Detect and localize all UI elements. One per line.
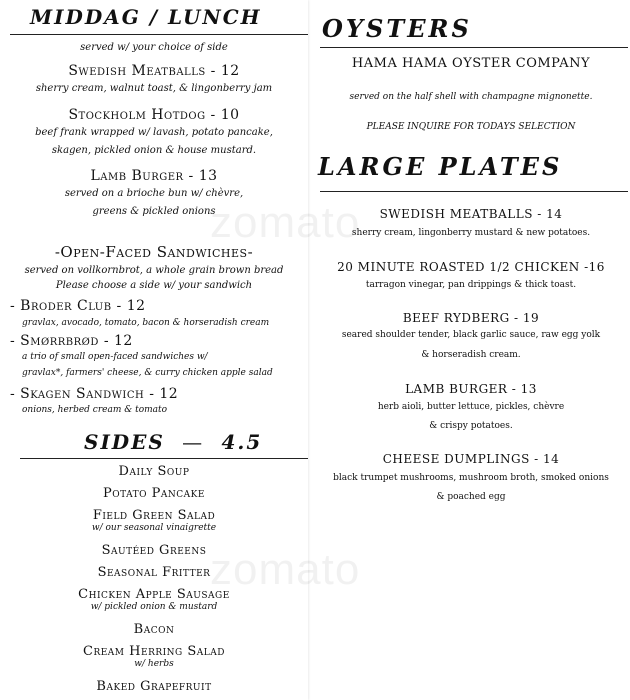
plate-name: BEEF RYDBERG	[402, 311, 510, 325]
lamb-name: Lamb Burger	[90, 168, 184, 184]
skagen-name: - Skagen Sandwich	[10, 386, 145, 402]
plate-title	[312, 260, 630, 274]
large-plates-rule	[320, 191, 628, 192]
plate-desc: black trumpet mushrooms, mushroom broth, smoked onions	[333, 473, 609, 483]
side-item: Potato Pancake	[103, 486, 205, 501]
oysters-rule	[320, 47, 628, 48]
hotdog-desc-1: beef frank wrapped w/ lavash, potato pancake,	[35, 127, 273, 138]
meatballs-desc: sherry cream, walnut toast, & lingonberry jam	[35, 83, 273, 94]
side-item: Bacon	[133, 622, 175, 637]
watermark: zomato	[210, 545, 361, 594]
side-item: Daily Soup	[118, 464, 190, 479]
plate-desc: seared shoulder tender, black garlic sauce, raw egg yolk	[341, 330, 601, 340]
side-item: Baked Grapefruit	[96, 679, 212, 694]
plate-desc: & horseradish cream.	[421, 350, 521, 360]
broder-price: - 12	[116, 298, 146, 314]
sides-rule	[20, 458, 308, 459]
broder-name: - Broder Club	[10, 298, 112, 314]
smorrebrod-desc-2: gravlax*, farmers' cheese, & curry chicken apple salad	[22, 368, 273, 378]
plate-name: 20 MINUTE ROASTED 1/2 CHICKEN	[337, 260, 580, 274]
broder-desc: gravlax, avocado, tomato, bacon & horseradish cream	[22, 318, 270, 328]
plate-price: - 19	[514, 311, 540, 325]
side-note: w/ herbs	[134, 659, 174, 669]
broder-title	[10, 298, 146, 314]
lunch-menu-page	[0, 0, 308, 700]
open-faced-desc-1: served on vollkornbrot, a whole grain brown bread	[24, 265, 284, 276]
lunch-header: MIDDAG / LUNCH	[30, 5, 262, 29]
plate-name: SWEDISH MEATBALLS	[379, 207, 533, 221]
plate-price: - 14	[534, 452, 560, 466]
open-faced-desc-2: Please choose a side w/ your sandwich	[55, 280, 253, 291]
smorrebrod-title	[10, 333, 133, 349]
plate-desc: herb aioli, butter lettuce, pickles, chèvre	[377, 402, 565, 412]
side-note: w/ our seasonal vinaigrette	[91, 523, 217, 533]
skagen-price: - 12	[149, 386, 179, 402]
oyster-company: HAMA HAMA OYSTER COMPANY	[351, 56, 591, 71]
plate-price: - 13	[511, 382, 537, 396]
dinner-menu-page	[312, 0, 630, 700]
meatballs-price: - 12	[210, 63, 240, 79]
plate-price: -16	[584, 260, 605, 274]
sides-price: 4.5	[221, 430, 263, 454]
skagen-desc: onions, herbed cream & tomato	[22, 405, 168, 415]
open-faced-header: -Open-Faced Sandwiches-	[54, 243, 254, 261]
plate-name: LAMB BURGER	[405, 382, 508, 396]
plate-title	[312, 311, 630, 325]
plate-title	[312, 382, 630, 396]
plate-name: CHEESE DUMPLINGS	[382, 452, 530, 466]
smorrebrod-desc-1: a trio of small open-faced sandwiches w/	[22, 352, 208, 362]
plate-desc: & poached egg	[436, 492, 506, 502]
smorrebrod-price: - 12	[103, 333, 133, 349]
lunch-rule	[10, 34, 308, 35]
plate-desc: sherry cream, lingonberry mustard & new potatoes.	[351, 228, 591, 238]
hotdog-name: Stockholm Hotdog	[68, 107, 206, 123]
meatballs-name: Swedish Meatballs	[68, 63, 206, 79]
side-item: Cream Herring Salad	[83, 644, 225, 659]
watermark: zomato	[210, 198, 361, 247]
lamb-desc-2: greens & pickled onions	[92, 206, 216, 217]
side-item: Chicken Apple Sausage	[78, 587, 230, 602]
plate-price: - 14	[537, 207, 563, 221]
oyster-desc: served on the half shell with champagne mignonette.	[349, 92, 593, 102]
meatballs-title	[0, 63, 308, 79]
smorrebrod-name: - Smørrbrød	[10, 333, 99, 349]
large-plates-header: LARGE PLATES	[318, 152, 563, 181]
hotdog-price: - 10	[210, 107, 240, 123]
served-side-note: served w/ your choice of side	[80, 42, 228, 53]
oysters-header: OYSTERS	[322, 14, 472, 43]
sides-header	[84, 430, 262, 454]
lamb-desc-1: served on a brioche bun w/ chèvre,	[64, 188, 244, 199]
side-note: w/ pickled onion & mustard	[90, 602, 218, 612]
plate-desc: tarragon vinegar, pan drippings & thick toast.	[365, 280, 577, 290]
plate-desc: & crispy potatoes.	[429, 421, 513, 431]
plate-title	[312, 452, 630, 466]
oyster-inquire: PLEASE INQUIRE FOR TODAYS SELECTION	[366, 122, 576, 132]
side-item: Field Green Salad	[92, 508, 216, 523]
side-item: Sautéed Greens	[101, 543, 207, 558]
skagen-title	[10, 386, 178, 402]
hotdog-desc-2: skagen, pickled onion & house mustard.	[51, 145, 257, 156]
sides-dash: —	[173, 430, 213, 454]
hotdog-title	[0, 107, 308, 123]
lamb-price: - 13	[188, 168, 218, 184]
side-item: Seasonal Fritter	[97, 565, 211, 580]
lamb-title	[0, 168, 308, 184]
sides-label: SIDES	[84, 430, 165, 454]
